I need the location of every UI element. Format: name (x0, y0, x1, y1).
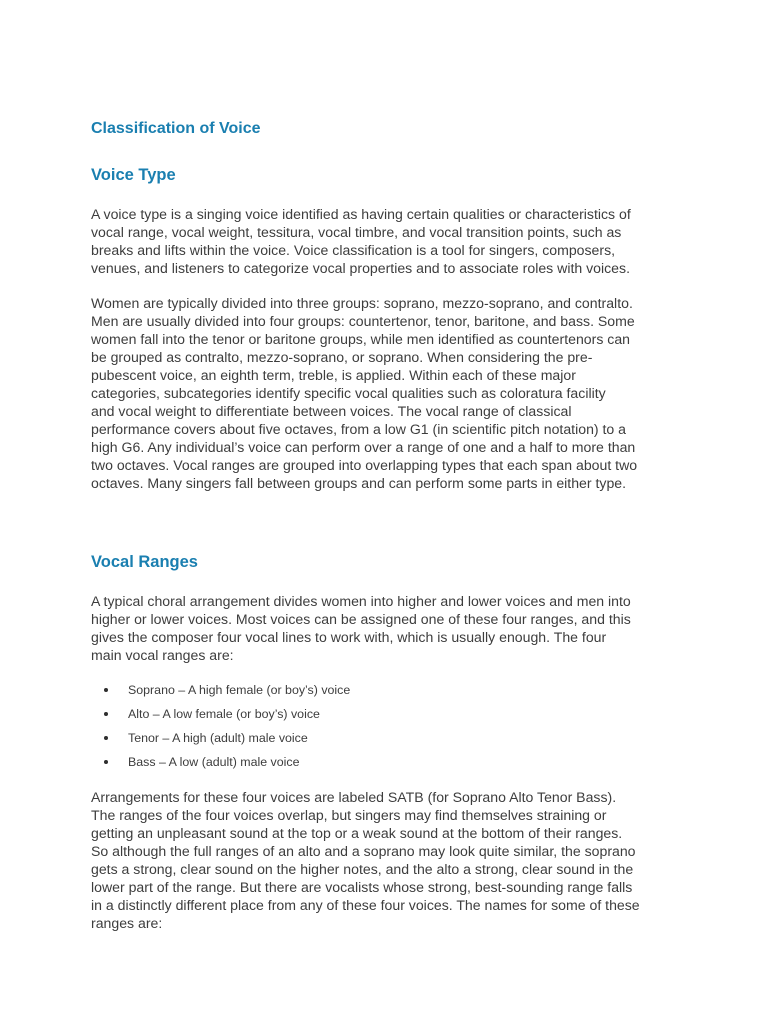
bullet-icon (104, 688, 108, 692)
list-item-text: Tenor – A high (adult) male voice (128, 731, 308, 745)
vocal-ranges-list (91, 681, 691, 777)
list-item-text: Alto – A low female (or boy’s) voice (128, 707, 320, 721)
vocal-ranges-closing-paragraph: Arrangements for these four voices are labeled SATB (for Soprano Alto Tenor Bass). The ranges of the four voices overlap, but singers may find themselves straining or getting an unpleasant sound at the top or a weak sound at the bottom of their ranges. So although the full ranges of an alto and a soprano may look quite similar, the soprano gets a strong, clear sound on the higher notes, and the alto a strong, clear sound in the lower part of the range. But there are vocalists whose strong, best-sounding range falls in a distinctly different place from any of these four voices. The names for some of these ranges are: (91, 789, 640, 931)
voice-type-paragraph-1: A voice type is a singing voice identified as having certain qualities or characteristics of vocal range, vocal weight, tessitura, vocal timbre, and vocal transition points, such as breaks and lifts within the voice. Voice classification is a tool for singers, composers, venues, and listeners to categorize vocal properties and to associate roles with voices. (91, 206, 631, 276)
section-heading-voice-type: Voice Type (91, 166, 176, 184)
list-item-bass (91, 753, 691, 777)
list-item-soprano (91, 681, 691, 705)
section-heading-vocal-ranges: Vocal Ranges (91, 553, 198, 571)
bullet-icon (104, 712, 108, 716)
vocal-ranges-intro-paragraph: A typical choral arrangement divides women into higher and lower voices and men into higher or lower voices. Most voices can be assigned one of these four ranges, and this gives the composer four vocal lines to work with, which is usually enough. The four main vocal ranges are: (91, 593, 631, 663)
bullet-icon (104, 760, 108, 764)
voice-type-paragraph-2: Women are typically divided into three groups: soprano, mezzo-soprano, and contralto. Men are usually divided into four groups: countertenor, tenor, baritone, and bass. Some women fall into the tenor or baritone groups, while men identified as countertenors can be grouped as contralto, mezzo-soprano, or soprano. When considering the pre- pubescent voice, an eighth term, treble, is applied. Within each of these major categories, subcategories identify specific vocal qualities such as coloratura facility and vocal weight to differentiate between voices. The vocal range of classical performance covers about five octaves, from a low G1 (in scientific pitch notation) to a high G6. Any individual’s voice can perform over a range of one and a half to more than two octaves. Vocal ranges are grouped into overlapping types that each span about two octaves. Many singers fall between groups and can perform some parts in either type. (91, 295, 638, 491)
document-title: Classification of Voice (91, 120, 261, 137)
list-item-alto (91, 705, 691, 729)
list-item-text: Soprano – A high female (or boy’s) voice (128, 683, 351, 697)
list-item-tenor (91, 729, 691, 753)
list-item-text: Bass – A low (adult) male voice (128, 755, 300, 769)
bullet-icon (104, 736, 108, 740)
